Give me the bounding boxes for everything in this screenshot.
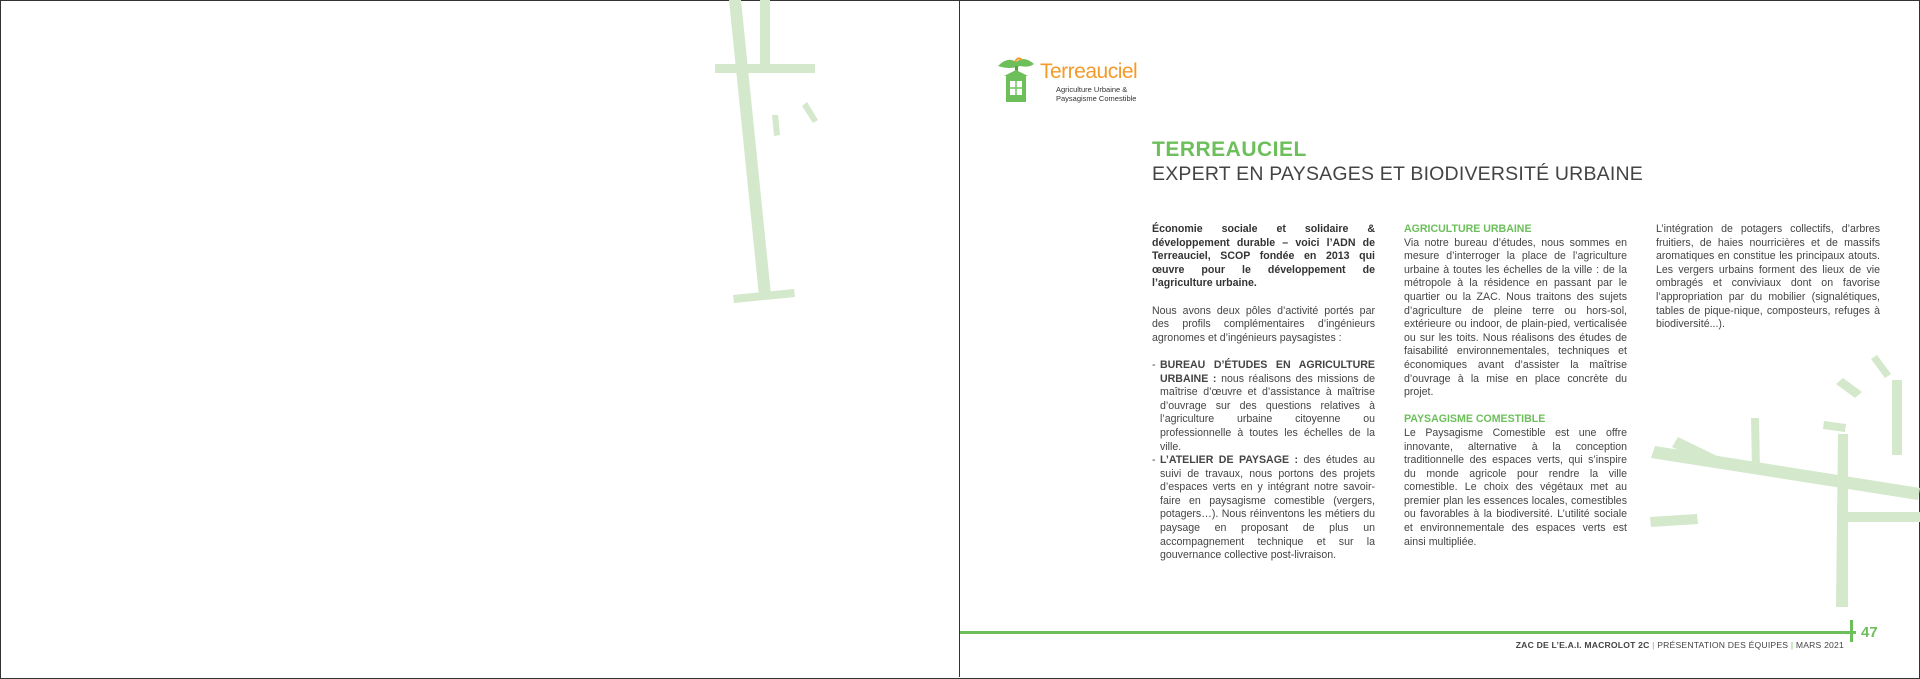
bullet-bureau-etudes-text: nous réalisons des missions de maîtrise d’œuvre et d’assistance à maîtrise d’ouvrage sur des questions relatives à l’agriculture urbaine citoyenne ou professionnelle à toutes les échelles de la ville. <box>1160 372 1376 453</box>
deco-stroke-left-tick2 <box>802 102 818 123</box>
intro-paragraph: Nous avons deux pôles d’activité portés par des profils complémentaires d’ingénieurs agronomes et d’ingénieurs paysagistes : <box>1152 304 1375 344</box>
footer-divider-1: | <box>1652 640 1655 650</box>
deco-stroke-right-crossbar <box>1843 512 1920 522</box>
footer-page-marker <box>1850 620 1853 642</box>
bullet-bureau-etudes-label: BUREAU D’ÉTUDES EN AGRICULTURE URBAINE : <box>1160 358 1375 385</box>
footer-project: ZAC DE L’E.A.I. MACROLOT 2C <box>1515 640 1650 650</box>
deco-stroke-left-crossbar <box>715 64 815 73</box>
text-column-2 <box>1404 223 1627 549</box>
page-number: 47 <box>1861 624 1878 641</box>
bullet-atelier-paysage-label: L’ATELIER DE PAYSAGE : <box>1160 454 1298 467</box>
lead-paragraph: Économie sociale et solidaire & développement durable – voici l’ADN de Terreauciel, SCOP fondée en 2013 qui œuvre pour le développement de l’agriculture urbaine. <box>1152 223 1375 290</box>
paragraph-vergers: L’intégration de potagers collectifs, d’arbres fruitiers, de haies nourricières et de massifs aromatiques en constitue les principaux atouts. Les vergers urbains forment des lieux de vie ombragés et conviviaux dont on favorise l’appropriation par du mobilier (signalétiques, tables de pique-nique, composteurs, refuges à biodiversité...). <box>1656 223 1880 331</box>
deco-stroke-right-tick3 <box>1871 355 1891 378</box>
text-column-3 <box>1656 223 1880 332</box>
logo-wordmark: Terreauciel <box>1040 60 1138 83</box>
heading-paysagisme-comestible: PAYSAGISME COMESTIBLE <box>1404 413 1546 426</box>
footer-section: PRÉSENTATION DES ÉQUIPES <box>1657 640 1789 650</box>
paragraph-agriculture-urbaine: Via notre bureau d’études, nous sommes en mesure d’interroger la place de l’agriculture urbaine à toutes les échelles de la ville : de la métropole à la résidence en passant par le quartier ou la ZAC. Nous traitons des sujets d’agriculture de pleine terre ou hors-sol, extérieure ou indoor, de plain-pied, verticalisée ou sur les toits. Nous réalisons des études de faisabilité environnementales, techniques et économiques avant d’assister la maîtrise d’ouvrage à la mise en place concrète du projet. <box>1404 236 1627 399</box>
deco-stroke-left-tick1 <box>772 115 780 136</box>
footer-date: MARS 2021 <box>1795 640 1844 650</box>
deco-stroke-right-dash2 <box>1650 514 1698 527</box>
deco-stroke-left-top <box>760 0 770 70</box>
page-title: TERREAUCIEL <box>1152 138 1307 161</box>
logo-tagline-line2: Paysagisme Comestible <box>1056 94 1137 103</box>
deco-stroke-right-beam <box>1651 446 1920 500</box>
heading-agriculture-urbaine: AGRICULTURE URBAINE <box>1404 223 1532 235</box>
bullet-bureau-etudes: - BUREAU D’ÉTUDES EN AGRICULTURE URBAINE : nous réalisons des missions de maîtrise d’œuvre et d’assistance à maîtrise d’ouvrage sur des questions relatives à l’agriculture urbaine citoyenne ou professionnelle à toutes les échelles de la ville. <box>1152 358 1376 453</box>
deco-stroke-right-post1 <box>1751 418 1760 470</box>
footer-divider-2: | <box>1790 640 1794 650</box>
deco-stroke-right-tick2 <box>1823 421 1846 432</box>
page-subtitle: EXPERT EN PAYSAGES ET BIODIVERSITÉ URBAINE <box>1152 163 1643 185</box>
logo-tagline <box>1056 85 1136 103</box>
bullet-atelier-paysage-text: des études au suivi de travaux, nous portons des projets d’espaces verts en y intégrant notre savoir-faire en paysagisme comestible (vergers, potagers…). Nous réinventons les métiers du paysage en proposant de plus un accompagnement technique et sur la gouvernance collective post-livraison. <box>1160 454 1375 562</box>
deco-stroke-right-post3 <box>1892 380 1902 455</box>
footer-running-title <box>1516 640 1844 650</box>
logo-tagline-line1: Agriculture Urbaine & <box>1056 85 1128 94</box>
bullet-atelier-paysage: - L’ATELIER DE PAYSAGE : des études au suivi de travaux, nous portons des projets d’espaces verts en y intégrant notre savoir-faire en paysagisme comestible (vergers, potagers…). Nous réinventons les métiers du paysage en proposant de plus un accompagnement technique et sur la gouvernance collective post-livraison. <box>1152 454 1375 562</box>
footer-rule <box>960 631 1856 634</box>
deco-stroke-right-tick1 <box>1836 378 1862 398</box>
text-column-1 <box>1152 223 1375 563</box>
paragraph-paysagisme-comestible: Le Paysagisme Comestible est une offre innovante, alternative à la conception traditionnelle des espaces verts, qui s’inspire du monde agricole pour rendre la ville comestible. Le choix des végétaux met au premier plan les essences locales, comestibles ou favorables à la biodiversité. L’utilité sociale et environnementale des espaces verts est ainsi multipliée. <box>1404 426 1627 548</box>
